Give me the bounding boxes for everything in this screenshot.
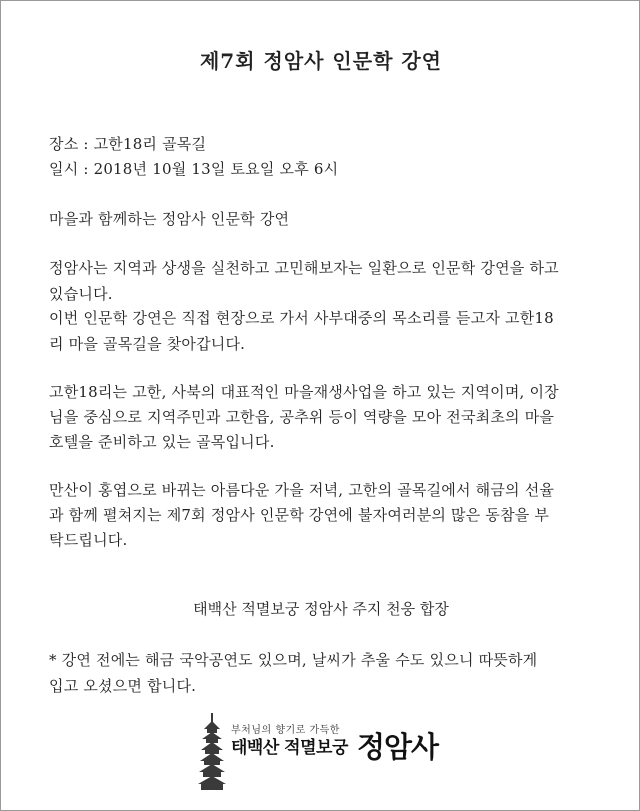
temple-logo — [197, 713, 447, 799]
logo-tagline: 부처님의 향기로 가득한 — [231, 725, 340, 736]
note-line: * 강연 전에는 해금 국악공연도 있으며, 날씨가 추울 수도 있으니 따뜻하게 — [49, 651, 538, 669]
datetime-line: 일시 : 2018년 10월 13일 토요일 오후 6시 — [49, 160, 339, 178]
paragraph3-line: 과 함께 펼쳐지는 제7회 정암사 인문학 강연에 불자여러분의 많은 동참을 부 — [49, 506, 550, 524]
place-line: 장소 : 고한18리 골목길 — [49, 135, 207, 153]
paragraph1-line: 정암사는 지역과 상생을 실천하고 고민해보자는 일환으로 인문학 강연을 하고 — [49, 259, 559, 277]
logo-temple-name: 정암사 — [357, 730, 439, 764]
paragraph3-line: 만산이 홍엽으로 바뀌는 아름다운 가을 저녁, 고한의 골목길에서 해금의 선율 — [49, 481, 555, 499]
paragraph2-line: 고한18리는 고한, 사북의 대표적인 마을재생사업을 하고 있는 지역이며, 이장 — [49, 383, 559, 401]
paragraph1-line: 있습니다. — [49, 285, 113, 303]
pagoda-icon — [197, 713, 227, 791]
paragraph2-line: 님을 중심으로 지역주민과 고한읍, 공추위 등이 역량을 모아 전국최초의 마을 — [49, 408, 555, 426]
paragraph3-line: 탁드립니다. — [49, 531, 128, 549]
paragraph2-line: 호텔을 준비하고 있는 골목입니다. — [49, 433, 275, 451]
document-title: 제7회 정암사 인문학 강연 — [199, 49, 442, 73]
note-line: 입고 오셨으면 합니다. — [49, 677, 197, 695]
logo-temple: 태백산 적멸보궁 — [231, 738, 348, 758]
signature-line: 태백산 적멸보궁 정암사 주지 천웅 합장 — [193, 600, 449, 618]
subtitle-line: 마을과 함께하는 정암사 인문학 강연 — [49, 210, 290, 228]
paragraph1-line: 리 마을 골목길을 찾아갑니다. — [49, 335, 246, 353]
paragraph1-line: 이번 인문학 강연은 직접 현장으로 가서 사부대중의 목소리를 듣고자 고한18 — [49, 309, 554, 327]
